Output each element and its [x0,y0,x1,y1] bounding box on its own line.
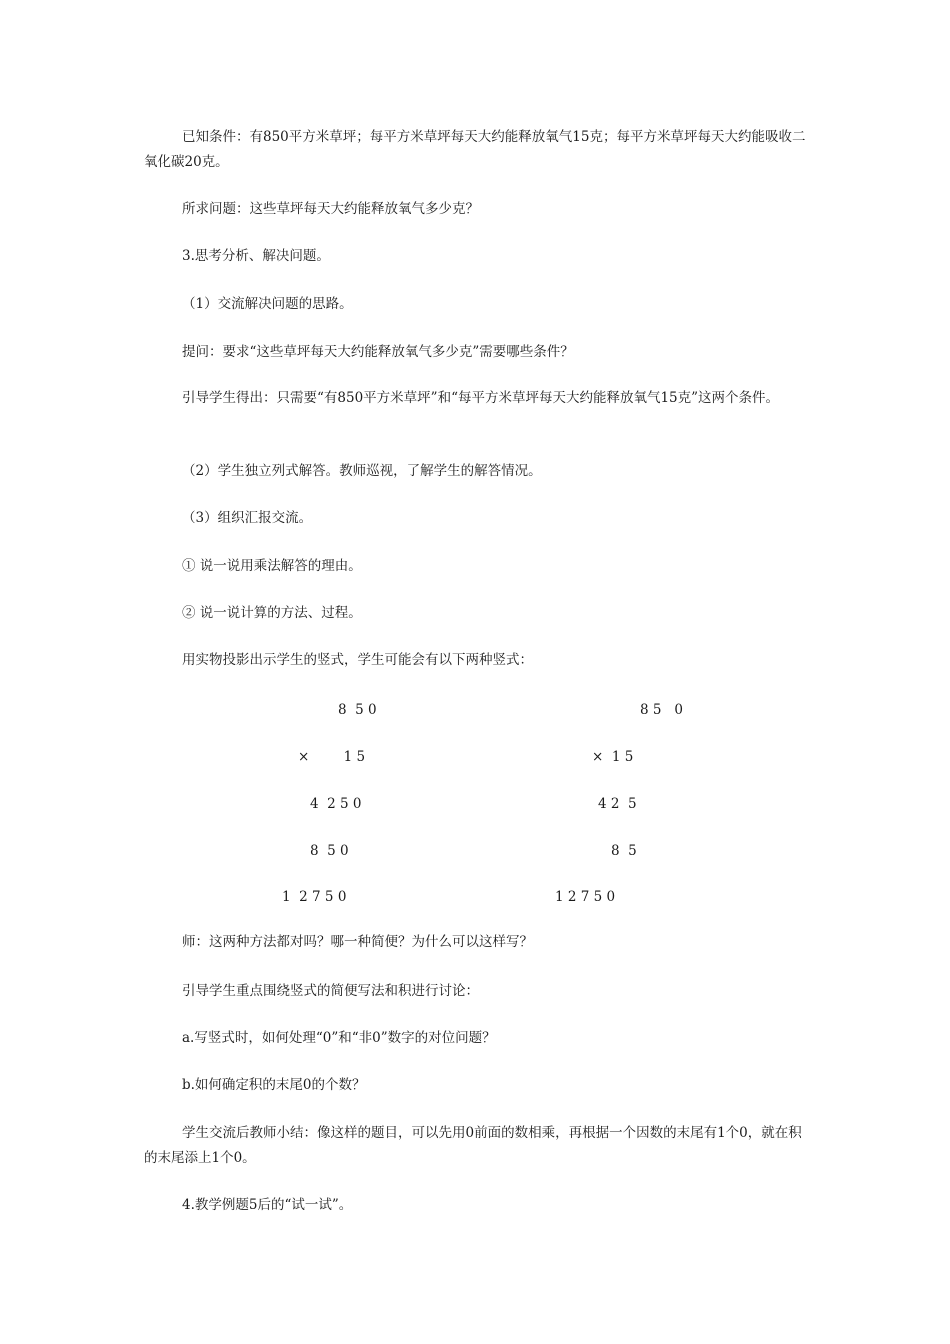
paragraph-known-conditions: 已知条件：有850平方米草坪；每平方米草坪每天大约能释放氧气15克；每平方米草坪每天大约能吸收二氧化碳20克。 [144,129,806,170]
paragraph-discussion: 引导学生重点围绕竖式的简便写法和积进行讨论： [182,983,479,999]
paragraph-teacher-question: 师：这两种方法都对吗？哪一种简便？为什么可以这样写？ [182,934,533,950]
calc1-multiplier: × 1 5 [298,749,366,765]
calc2-product: 1 2 7 5 0 [555,889,616,905]
calc1-partial-1: 4 2 5 0 [310,796,362,812]
paragraph-prompt: 提问：要求“这些草坪每天大约能释放氧气多少克”需要哪些条件？ [182,344,574,360]
calc2-multiplicand: 8 5 0 [640,702,683,718]
paragraph-guide: 引导学生得出：只需要“有850平方米草坪”和“每平方米草坪每天大约能释放氧气15克”这两个条件。 [182,390,780,406]
paragraph-sub-2: （2）学生独立列式解答。教师巡视，了解学生的解答情况。 [182,463,542,479]
calc2-partial-2: 8 5 [611,843,637,859]
paragraph-summary: 学生交流后教师小结：像这样的题目，可以先用0前面的数相乘，再根据一个因数的末尾有1个0，就在积的末尾添上1个0。 [144,1125,802,1166]
paragraph-question: 所求问题：这些草坪每天大约能释放氧气多少克？ [182,201,479,217]
calc1-product: 1 2 7 5 0 [282,889,347,905]
calc1-partial-2: 8 5 0 [310,843,349,859]
paragraph-item-b: b.如何确定积的末尾0的个数？ [182,1077,366,1093]
calc2-multiplier: × 1 5 [592,749,634,765]
paragraph-step-4: 4.教学例题5后的“试一试”。 [182,1197,353,1213]
paragraph-projection: 用实物投影出示学生的竖式，学生可能会有以下两种竖式： [182,652,533,668]
paragraph-step-3: 3.思考分析、解决问题。 [182,248,330,264]
calc2-partial-1: 4 2 5 [598,796,637,812]
paragraph-sub-1: （1）交流解决问题的思路。 [182,296,353,312]
paragraph-point-2: ② 说一说计算的方法、过程。 [182,605,362,621]
calc1-multiplicand: 8 5 0 [338,702,377,718]
paragraph-sub-3: （3）组织汇报交流。 [182,510,313,526]
paragraph-item-a: a.写竖式时，如何处理“0”和“非0”数字的对位问题？ [182,1030,496,1046]
paragraph-point-1: ① 说一说用乘法解答的理由。 [182,558,362,574]
